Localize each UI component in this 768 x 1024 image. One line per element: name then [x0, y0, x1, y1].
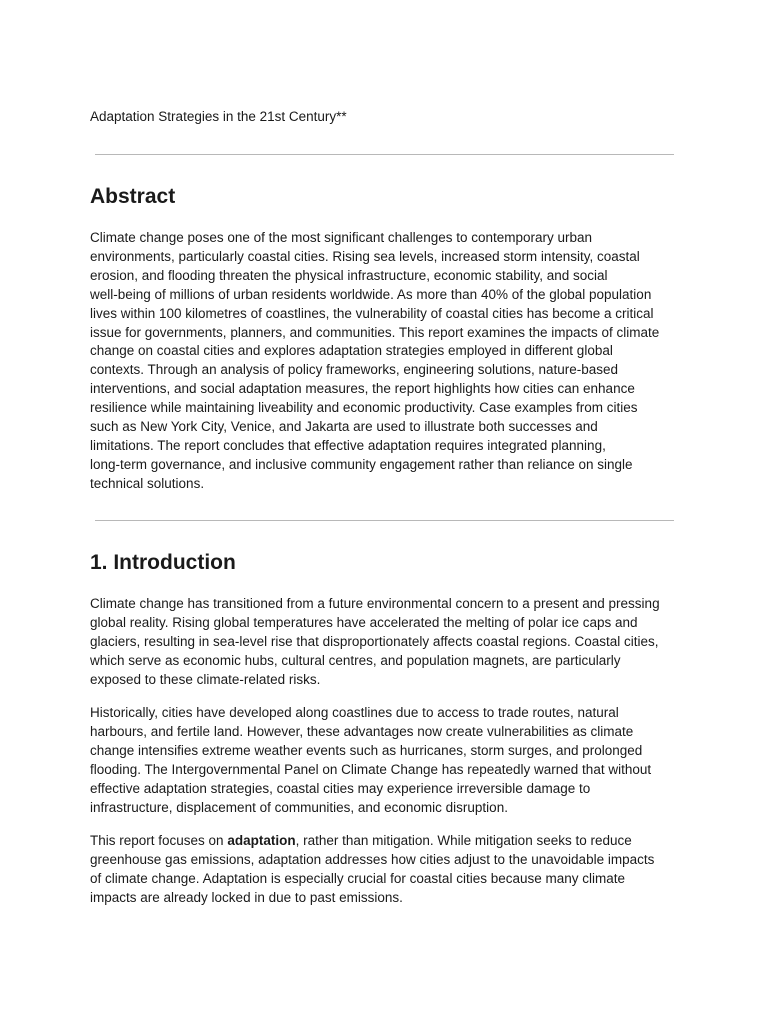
text-line: global reality. Rising global temperatures have accelerated the melting of polar ice caps and [90, 614, 638, 630]
document-title-line: Adaptation Strategies in the 21st Century** [90, 109, 347, 124]
text-line: change on coastal cities and explores adaptation strategies employed in different global [90, 343, 613, 359]
text-line: impacts are already locked in due to past emissions. [90, 889, 403, 905]
text-line: harbours, and fertile land. However, these advantages now create vulnerabilities as climate [90, 723, 634, 739]
text-line: flooding. The Intergovernmental Panel on Climate Change has repeatedly warned that without [90, 761, 652, 777]
text-run: , rather than mitigation. While mitigation seeks to reduce [295, 833, 632, 848]
abstract-heading: Abstract [90, 185, 176, 208]
text-line: environments, particularly coastal cities. Rising sea levels, increased storm intensity, coastal [90, 248, 640, 264]
text-line: infrastructure, displacement of communities, and economic disruption. [90, 799, 508, 815]
text-line: glaciers, resulting in sea-level rise that disproportionately affects coastal regions. Coastal cities, [90, 633, 659, 649]
text-line: erosion, and flooding threaten the physical infrastructure, economic stability, and social [90, 267, 608, 283]
text-line: effective adaptation strategies, coastal cities may experience irreversible damage to [90, 780, 591, 796]
abstract-paragraph [90, 229, 680, 494]
introduction-paragraph-3 [90, 832, 680, 908]
text-line: Historically, cities have developed along coastlines due to access to trade routes, natural [90, 705, 619, 720]
introduction-paragraph-1 [90, 595, 680, 690]
horizontal-divider [95, 520, 674, 521]
text-line: well-being of millions of urban residents worldwide. As more than 40% of the global population [90, 286, 652, 302]
horizontal-divider [95, 154, 674, 155]
emphasis-term: adaptation [227, 833, 296, 848]
text-line: contexts. Through an analysis of policy frameworks, engineering solutions, nature-based [90, 362, 619, 378]
introduction-heading: 1. Introduction [90, 551, 236, 574]
text-line: technical solutions. [90, 475, 205, 491]
text-line [90, 832, 680, 851]
text-line: Climate change has transitioned from a future environmental concern to a present and pressing [90, 596, 660, 611]
text-line: Climate change poses one of the most significant challenges to contemporary urban [90, 230, 593, 245]
text-line: interventions, and social adaptation measures, the report highlights how cities can enhance [90, 381, 635, 397]
text-line: change intensifies extreme weather events such as hurricanes, storm surges, and prolonged [90, 742, 643, 758]
text-line: resilience while maintaining liveability and economic productivity. Case examples from cities [90, 400, 638, 416]
text-line: lives within 100 kilometres of coastlines, the vulnerability of coastal cities has become a critical [90, 305, 654, 321]
text-line: issue for governments, planners, and communities. This report examines the impacts of climate [90, 324, 660, 340]
text-line: which serve as economic hubs, cultural centres, and population magnets, are particularly [90, 652, 621, 668]
text-run: This report focuses on [90, 833, 228, 848]
text-line: exposed to these climate-related risks. [90, 671, 321, 687]
text-line: greenhouse gas emissions, adaptation addresses how cities adjust to the unavoidable impacts [90, 851, 655, 867]
text-line: long-term governance, and inclusive community engagement rather than reliance on single [90, 456, 633, 472]
text-line: such as New York City, Venice, and Jakarta are used to illustrate both successes and [90, 419, 598, 435]
text-line: of climate change. Adaptation is especially crucial for coastal cities because many climate [90, 870, 626, 886]
introduction-paragraph-2 [90, 704, 680, 817]
text-line: limitations. The report concludes that effective adaptation requires integrated planning, [90, 437, 606, 453]
